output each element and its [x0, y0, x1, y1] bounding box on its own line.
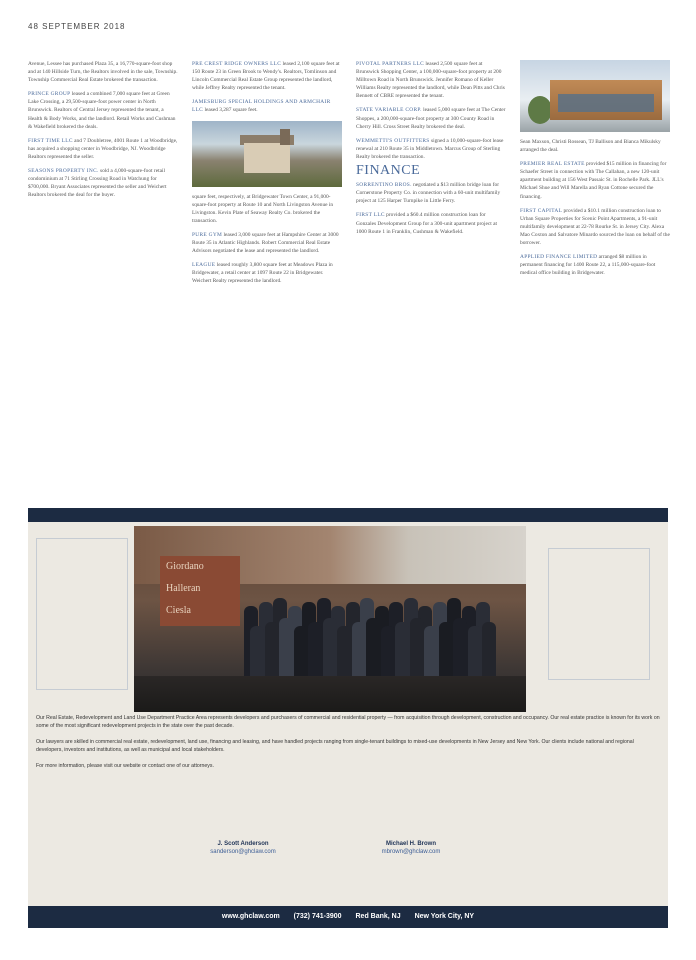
article-item: SORRENTINO BROS. negotiated a $13 million bridge loan for Cornerstone Property Co. in connection with a 60-unit multifamily project at 125 Harper Turnpike in Little Ferry. [356, 182, 501, 205]
article-item: FIRST CAPITAL provided a $10.1 million construction loan to Urban Square Properties for Scenic Point Apartments, a 91-unit multifamily development at 22-78 Rourke St. in Jersey City. Alexa Mao Coxton and Salvatore Minardo sourced the loan on behalf of the borrower. [520, 207, 670, 247]
blueprint-lines [36, 538, 128, 690]
office-building-photo [520, 60, 670, 132]
article-item: PRE CREST RIDGE OWNERS LLC leased 2,100 square feet at 150 Route 23 in Green Brook to Wendy's. Realtors, Tomlinson and Lincoln Commercial Real Estate Group represented the landlord, while Jeffrey Realty represented the tenant. [192, 61, 340, 92]
article-columns [28, 60, 668, 500]
section-heading-finance: FINANCE [356, 163, 421, 179]
person-silhouette [323, 618, 337, 676]
column-2 [192, 60, 342, 292]
contact-card [346, 840, 476, 856]
article-item: LEAGUE leased roughly 3,800 square feet at Meadows Plaza in Bridgewater, a retail center at 1097 Route 22 in Bridgewater. Weichert Realty represented the landlord. [192, 262, 333, 285]
person-silhouette [279, 618, 293, 676]
sign-line: Giordano [166, 561, 204, 572]
person-silhouette [366, 618, 380, 676]
person-silhouette [337, 626, 351, 676]
contact-email-link[interactable]: sanderson@ghclaw.com [210, 849, 276, 855]
person-silhouette [410, 618, 424, 676]
firm-logo-sign [160, 556, 240, 626]
article-item: square feet, respectively, at Bridgewater Town Center, a 91,000-square-foot property at Route 10 and North Livingston Avenue in Livingston. Kevin Plate of Seaway Realty Co. brokered the transaction. [192, 193, 334, 224]
ad-paragraph: Our Real Estate, Redevelopment and Land Use Department Practice Area represents developers and purchasers of commercial and residential property — from acquisition through development, construction and occupancy. Our real estate practice is known for its work on some of the most significant redevelopment projects in the state over the past decade. [36, 715, 660, 729]
sign-line: Ciesla [166, 605, 191, 616]
person-silhouette [453, 618, 467, 676]
photo-glass [558, 94, 654, 112]
photo-floor [134, 676, 526, 712]
article-item: FIRST TIME LLC and 7 Doubletree, 4001 Route 1 at Woodbridge, has acquired a shopping center in Woodbridge, NJ. Woodbridge Realtors represented the seller. [28, 137, 178, 160]
article-item: SEASONS PROPERTY INC. sold a 4,000-square-foot retail condominium at 71 Stirling Crossing Road in Watchung for $700,000. Bryant Associates represented the seller and Weichert Realtors brokered the deal for the buyer. [28, 168, 167, 199]
person-silhouette [352, 622, 366, 676]
person-silhouette [482, 622, 496, 676]
article-item: PURE GYM leased 3,000 square feet at Hampshire Center at 3000 Route 35 in Atlantic Highlands. Robert Commercial Real Estate Advisors negotiated the lease and represented the landlord. [192, 231, 339, 255]
office-location: New York City, NY [414, 913, 475, 920]
column-1 [28, 60, 178, 205]
photo-building [244, 143, 290, 173]
contact-name: Michael H. Brown [385, 841, 436, 847]
article-item: WEMMETTI'S OUTFITTERS signed a 10,000-square-foot lease renewal at 210 Route 35 in Middletown. Marcus Group of Sterling Realty brokered the transaction. [356, 137, 504, 160]
person-silhouette [250, 626, 264, 676]
contact-name: J. Scott Anderson [217, 841, 269, 847]
article-item: STATE VARIABLE CORP. leased 5,000 square feet at The Center Shoppes, a 200,000-square-foot property at 300 County Road in Cherry Hill. Cross Street Realty brokered the deal. [356, 107, 506, 130]
law-firm-advertisement [28, 508, 668, 928]
ad-top-bar [28, 508, 668, 522]
person-silhouette [439, 622, 453, 676]
person-silhouette [381, 626, 395, 676]
page-header: 48 SEPTEMBER 2018 [28, 22, 126, 31]
contact-email-link[interactable]: mbrown@ghclaw.com [381, 849, 441, 855]
website-link[interactable]: www.ghclaw.com [221, 913, 280, 920]
person-silhouette [265, 622, 279, 676]
article-item: APPLIED FINANCE LIMITED arranged $8 million in permanent financing for 1400 Route 22, a 115,000-square-foot medical office building in Bridgewater. [520, 254, 656, 277]
ad-body-text [36, 714, 660, 778]
column-4 [520, 60, 670, 283]
article-item: Avenue, Lessee has purchased Plaza 35, a 16,770-square-foot shop and at 140 Hillside Turn, the Realtors involved in the sale, Township. Township Commercial Real Estate brokered the transaction. [28, 61, 178, 84]
mansion-photo [192, 121, 342, 187]
contact-card [178, 840, 308, 856]
person-silhouette [294, 626, 308, 676]
phone-number: (732) 741-3900 [293, 913, 342, 920]
article-item: FIRST LLC provided a $60.4 million construction loan for Gonzales Development Group for a 300-unit apartment project at 1000 Route 1 in Franklin, Cushman & Wakefield. [356, 212, 498, 235]
ad-footer-bar [28, 906, 668, 928]
article-item: PIVOTAL PARTNERS LLC leased 2,500 square feet at Brunswick Shopping Center, a 100,000-square-foot property at 200 Milltown Road in North Brunswick. Jennifer Romano of Keller Williams Realty represented the landlord, while Dean Pitts and Chris Bennett of CBRE represented the tenant. [356, 61, 505, 100]
person-silhouette [308, 622, 322, 676]
blueprint-lines [548, 548, 650, 680]
article-item: Sean Maxson, Christi Rossean, TJ Ballison and Bianca Mikulsky arranged the deal. [520, 139, 661, 154]
article-item: PRINCE GROUP leased a combined 7,000 square feet at Green Lake Crossing, a 29,500-square-foot power center in North Brunswick. Realtors of Central Jersey represented the tenant, a Health & Body Works, and the landlord. Retail Works and Cushman & Wakefield brokered the deals. [28, 91, 176, 130]
ad-paragraph: For more information, please visit our website or contact one of our attorneys. [36, 763, 214, 769]
column-3 [356, 60, 506, 242]
group-photo [134, 526, 526, 712]
ad-paragraph: Our lawyers are skilled in commercial real estate, redevelopment, land use, financing and leasing, and have handled projects ranging from single-tenant buildings to mixed-use developments in New Jersey and New York. Our clients include national and regional developers, investors and institutions, as well as municipal and local stakeholders. [36, 739, 634, 753]
group-of-people [244, 588, 494, 676]
person-silhouette [424, 626, 438, 676]
photo-tree [528, 96, 552, 124]
sign-line: Halleran [166, 583, 201, 594]
article-item: PREMIER REAL ESTATE provided $15 million in financing for Schaefer Street in connection with The Callahan, a new 120-unit apartment building at 156 West Passaic St. in Rochelle Park. JLL's Michael Shue and Will Marella and Ryan Cottone secured the financing. [520, 161, 667, 200]
person-silhouette [468, 626, 482, 676]
office-location: Red Bank, NJ [355, 913, 401, 920]
article-item: JAMESBURG SPECIAL HOLDINGS AND ARMCHAIR LLC leased 3,287 square feet. [192, 99, 331, 114]
person-silhouette [395, 622, 409, 676]
photo-tower [280, 129, 290, 145]
